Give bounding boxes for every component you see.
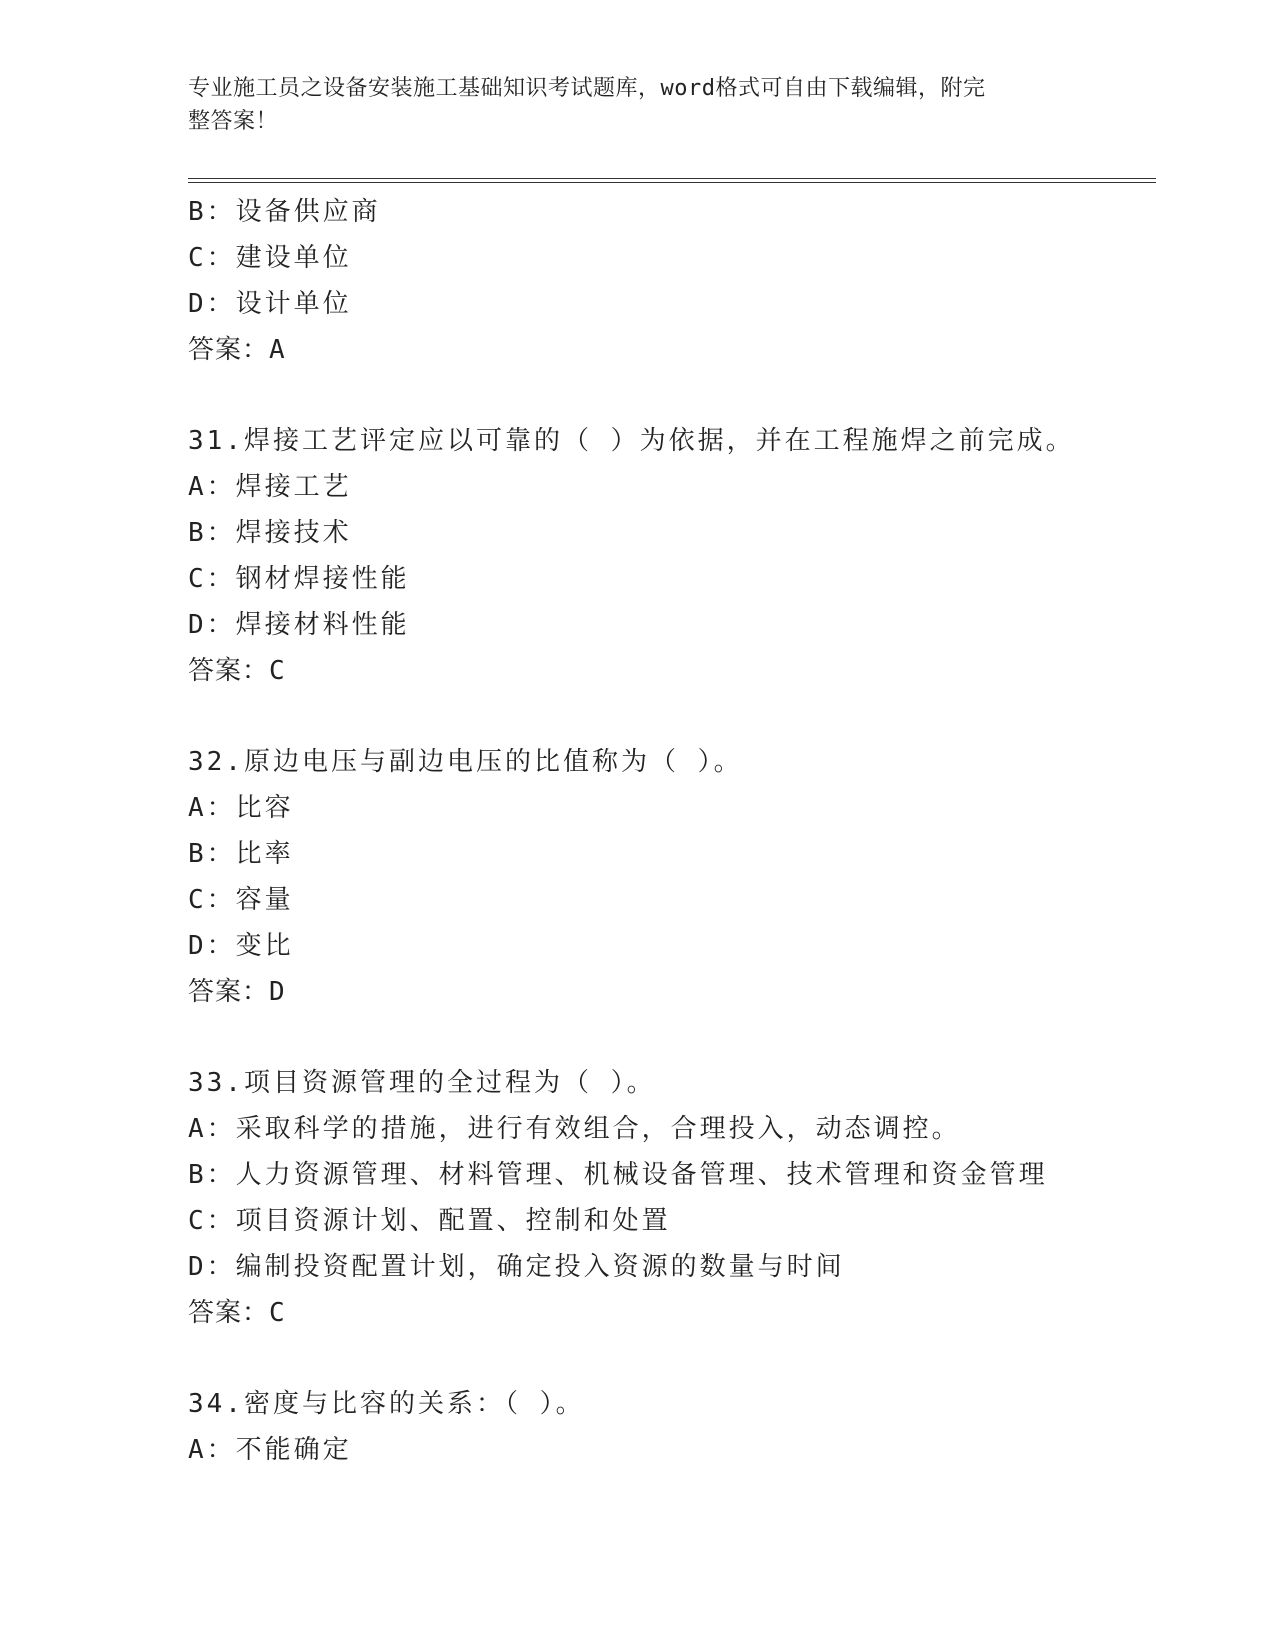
answer: 答案：A [188,335,286,365]
answer: 答案：C [188,656,286,686]
option-d: D：变比 [188,931,294,961]
option-b: B：人力资源管理、材料管理、机械设备管理、技术管理和资金管理 [188,1160,1048,1190]
header-rule-top [188,178,1156,179]
header-rule-bottom [188,182,1156,183]
option-b: B：焊接技术 [188,518,352,548]
document-body [188,189,1156,1473]
option-a: A：不能确定 [188,1435,352,1465]
option-b: B：比率 [188,839,294,869]
option-c: C：项目资源计划、配置、控制和处置 [188,1206,671,1236]
option-a: A：比容 [188,793,294,823]
option-a: A：采取科学的措施，进行有效组合，合理投入，动态调控。 [188,1114,961,1144]
document-header [188,72,1068,138]
question-stem: 33.项目资源管理的全过程为（ ）。 [188,1068,656,1098]
question-stem: 34.密度与比容的关系：（ ）。 [188,1389,585,1419]
header-line-2: 整答案！ [188,109,279,134]
option-d: D：编制投资配置计划，确定投入资源的数量与时间 [188,1252,845,1282]
option-c: C：容量 [188,885,294,915]
option-d: D：设计单位 [188,289,352,319]
question-stem: 31.焊接工艺评定应以可靠的（ ）为依据，并在工程施焊之前完成。 [188,426,1075,456]
option-d: D：焊接材料性能 [188,610,410,640]
answer: 答案：D [188,977,286,1007]
option-a: A：焊接工艺 [188,472,352,502]
header-line-1: 专业施工员之设备安装施工基础知识考试题库，word格式可自由下载编辑，附完 [188,76,986,101]
option-b: B：设备供应商 [188,197,381,227]
question-stem: 32.原边电压与副边电压的比值称为（ ）。 [188,747,743,777]
answer: 答案：C [188,1298,286,1328]
option-c: C：建设单位 [188,243,352,273]
option-c: C：钢材焊接性能 [188,564,410,594]
